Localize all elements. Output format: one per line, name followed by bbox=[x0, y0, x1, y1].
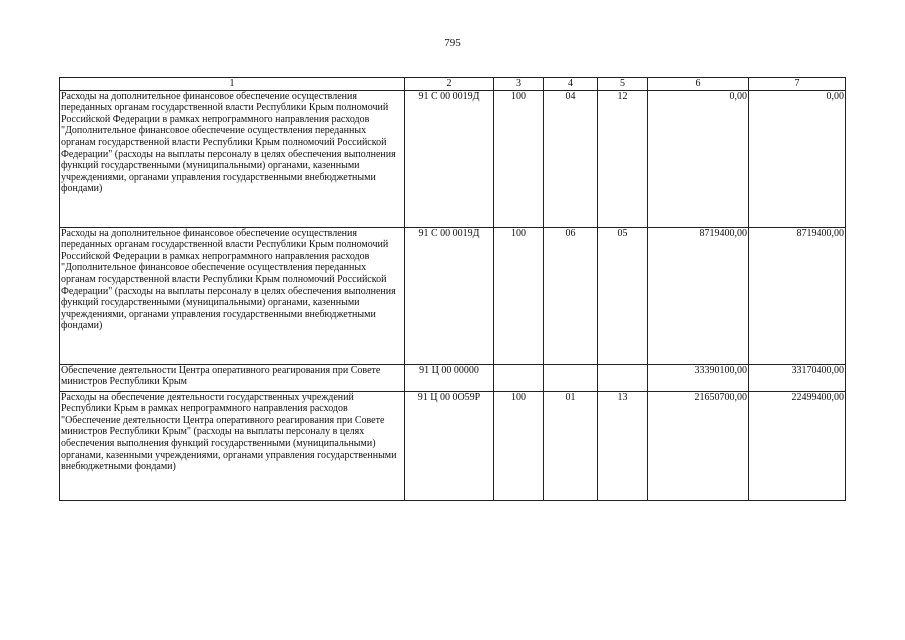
row-col4: 04 bbox=[544, 90, 598, 227]
row-code: 91 Ц 00 00000 bbox=[405, 364, 494, 391]
row-col5: 12 bbox=[598, 90, 648, 227]
table-header-row bbox=[60, 78, 846, 91]
table-row bbox=[60, 364, 846, 391]
row-description: Расходы на дополнительное финансовое обеспечение осуществления переданных органам государственной власти Республики Крым полномочий Российской Федерации в рамках непрограммного направления расходов "Дополнительное финансовое обеспечение осуществления переданных органам государственной власти Республики Крым полномочий Российской Федерации" (расходы на выплаты персоналу в целях обеспечения выполнения функций государственными (муниципальными) органами, казенными учреждениями, органами управления государственными внебюджетными фондами) bbox=[60, 227, 405, 364]
table-row bbox=[60, 90, 846, 227]
row-amount-col7: 8719400,00 bbox=[749, 227, 846, 364]
row-amount-col6: 33390100,00 bbox=[648, 364, 749, 391]
row-col4: 01 bbox=[544, 391, 598, 500]
table-row bbox=[60, 227, 846, 364]
page-number: 795 bbox=[444, 37, 461, 49]
column-header: 6 bbox=[648, 78, 749, 91]
row-amount-col7: 22499400,00 bbox=[749, 391, 846, 500]
row-amount-col6: 21650700,00 bbox=[648, 391, 749, 500]
column-header: 3 bbox=[494, 78, 544, 91]
column-header: 7 bbox=[749, 78, 846, 91]
row-code: 91 С 00 0019Д bbox=[405, 227, 494, 364]
row-description: Расходы на дополнительное финансовое обеспечение осуществления переданных органам государственной власти Республики Крым полномочий Российской Федерации в рамках непрограммного направления расходов "Дополнительное финансовое обеспечение осуществления переданных органам государственной власти Республики Крым полномочий Российской Федерации" (расходы на выплаты персоналу в целях обеспечения выполнения функций государственными (муниципальными) органами, казенными учреждениями, органами управления государственными внебюджетными фондами) bbox=[60, 90, 405, 227]
column-header: 2 bbox=[405, 78, 494, 91]
row-col4: 06 bbox=[544, 227, 598, 364]
row-col4 bbox=[544, 364, 598, 391]
table-row bbox=[60, 391, 846, 500]
row-amount-col6: 0,00 bbox=[648, 90, 749, 227]
column-header: 1 bbox=[60, 78, 405, 91]
row-col3: 100 bbox=[494, 90, 544, 227]
row-code: 91 Ц 00 0О59Р bbox=[405, 391, 494, 500]
row-amount-col7: 0,00 bbox=[749, 90, 846, 227]
row-description: Расходы на обеспечение деятельности государственных учреждений Республики Крым в рамках непрограммного направления расходов "Обеспечение деятельности Центра оперативного реагирования при Совете министров Республики Крым" (расходы на выплаты персоналу в целях обеспечения выполнения функций государственными (муниципальными) органами, казенными учреждениями, органами управления государственными внебюджетными фондами) bbox=[60, 391, 405, 500]
budget-table bbox=[59, 77, 846, 501]
row-amount-col6: 8719400,00 bbox=[648, 227, 749, 364]
row-col5 bbox=[598, 364, 648, 391]
row-col5: 13 bbox=[598, 391, 648, 500]
column-header: 4 bbox=[544, 78, 598, 91]
column-header: 5 bbox=[598, 78, 648, 91]
row-code: 91 С 00 0019Д bbox=[405, 90, 494, 227]
row-col5: 05 bbox=[598, 227, 648, 364]
row-col3: 100 bbox=[494, 391, 544, 500]
row-description: Обеспечение деятельности Центра оперативного реагирования при Совете министров Республики Крым bbox=[60, 364, 405, 391]
row-col3 bbox=[494, 364, 544, 391]
row-amount-col7: 33170400,00 bbox=[749, 364, 846, 391]
row-col3: 100 bbox=[494, 227, 544, 364]
